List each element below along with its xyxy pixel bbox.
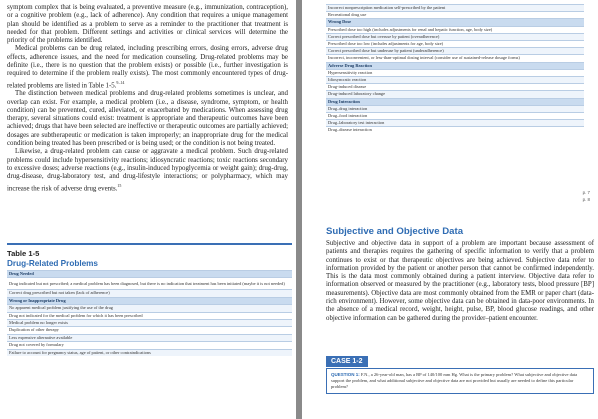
table-row [326,105,584,112]
table-cell: Correct prescribed dose but underuse by patient (underadherence) [326,48,584,55]
table-1-5 [7,243,292,356]
case-box [326,350,594,394]
table-cell: Prescribed dose too high (includes adjustments for renal and hepatic function, age, body size) [326,26,584,33]
table-row [326,84,584,91]
table-cell: Medical problem no longer exists [7,320,292,327]
page-number: p. 8 [582,197,590,202]
drug-problems-table [7,270,292,356]
table-cell: Drug–food interaction [326,113,584,120]
table-cell: Adverse Drug Reaction [326,62,584,69]
table-cell: Drug not covered by formulary [7,342,292,349]
table-row [7,320,292,327]
table-cell: Drug Interaction [326,98,584,105]
table-row [326,113,584,120]
table-cell: Wrong or Inappropriate Drug [7,297,292,304]
table-cell: Idiosyncratic reaction [326,77,584,84]
table-top-rule [7,243,292,245]
table-category-row [7,297,292,304]
table-row [7,312,292,319]
table-category-row [7,271,292,278]
table-cell: Drug-induced disease [326,84,584,91]
table-row [326,127,584,134]
table-title: Drug-Related Problems [7,259,98,268]
table-row [7,278,292,290]
table-row [7,305,292,312]
table-cell: Incorrect, inconvenient, or less-than-optimal dosing interval (consider use of sustained-release dosage forms) [326,55,584,62]
table-row [326,48,584,55]
drug-problems-table-continued [326,4,584,134]
table-cell: Prescribed dose too low (includes adjustments for age, body size) [326,41,584,48]
paragraph: symptom complex that is being evaluated, a preventive measure (e.g., immunization, contraception), or a cognitive problem (e.g., lack of adherence). Any condition that requires a unique management plan should be identified as a problem to serve as a reminder to the practitioner that treatment is needed for that problem. Different settings and activities or clinical services will determine the priority of the problems identified. [7,4,288,45]
table-category-row [326,62,584,69]
table-row [7,290,292,297]
table-cell: No apparent medical problem justifying the use of the drug [7,305,292,312]
table-cell: Incorrect nonprescription medication self-prescribed by the patient [326,5,584,12]
table-row [326,26,584,33]
table-cell: Wrong Dose [326,19,584,26]
right-page [302,0,598,419]
paragraph: Subjective and objective data in support of a problem are important because assessment of patients and therapies requires the gathering of specific information to verify that a problem continues to exist or that therapeutic objectives are being achieved. Subjective data refer to information provided by the patient or another person that cannot be confirmed independently. This is the data most commonly obtained during a patient interview. Objective data refer to information observed or measured by the practitioner (e.g., laboratory tests, blood pressure [BP] measurements). Objective data are most commonly obtained from the EMR or paper chart (data-rich environment). However, some objective data can be obtained in data-poor environments. In the absence of a medical record, weight, height, pulse, BP, blood glucose readings, and other objective information can be gathered during the provider–patient encounter. [326,240,594,322]
table-row [326,77,584,84]
table-cell: Drug-induced laboratory change [326,91,584,98]
table-cell: Drug indicated but not prescribed; a medical problem has been diagnosed, but there is no indication that treatment has been initiated (maybe it is not needed) [7,278,292,290]
table-category-row [326,98,584,105]
table-row [326,12,584,19]
table-cell: Failure to account for pregnancy status, age of patient, or other contraindications [7,349,292,356]
table-row [326,120,584,127]
table-row [7,327,292,334]
paragraph: The distinction between medical problems and drug-related problems sometimes is unclear, and overlap can exist. For example, a medical problem (i.e., a disease, syndrome, symptom, or health condition) can be prevented, cured, alleviated, or exacerbated by medications. When assessing drug therapy, several situations could exist: treatment is appropriate and therapeutic outcomes have been achieved; drugs that have been selected are ineffective or therapeutic outcomes are partially achieved; dosages are subtherapeutic or medication is taken improperly; an inappropriate drug for the medical condition being treated has been prescribed or is being used; or the condition is not being treated. [7,90,288,148]
table-row [326,41,584,48]
table-cell: Drug–disease interaction [326,127,584,134]
table-row [326,33,584,40]
case-question [326,368,594,394]
table-cell: Drug Needed [7,271,292,278]
left-body-text [7,4,288,193]
table-cell: Recreational drug use [326,12,584,19]
table-cell: Correct prescribed dose but overuse by patient (overadherence) [326,33,584,40]
section-heading: Subjective and Objective Data [326,226,464,237]
case-badge: CASE 1-2 [326,356,368,367]
table-row [326,69,584,76]
citation-ref: 9–14 [116,79,125,85]
table-row [7,342,292,349]
table-row [326,5,584,12]
table-cell: Less expensive alternative available [7,334,292,341]
paragraph: Medical problems can be drug related, including prescribing errors, dosing errors, adverse drug effects, adherence issues, and the need for medication counseling. Drug-related problems may be definite (i.e., there is no question that the problem exists) or possible (i.e., further investigation is required to determine if the problem really exists). The most commonly encountered types of drug-related problems are listed in Table 1-5.$^{9-14}$ [7,45,288,89]
citation-ref: 15 [117,182,122,188]
table-category-row [326,19,584,26]
question-text: F.N., a 26-year-old man, has a BP of 140/100 mm Hg. What is the primary problem? What subjective and objective data support the problem, and what additional subjective and objective data are not provided but usually are needed to define this particular problem? [331,372,578,389]
table-cell: Duplication of other therapy [7,327,292,334]
table-cell: Hypersensitivity reaction [326,69,584,76]
table-cell: Correct drug prescribed but not taken (lack of adherence) [7,290,292,297]
section-body [326,240,594,323]
page-number: p. 7 [582,190,590,195]
table-label: Table 1-5 [7,249,40,258]
table-row [7,349,292,356]
table-cell: Drug–drug interaction [326,105,584,112]
table-cell: Drug not indicated for the medical problem for which it has been prescribed [7,312,292,319]
table-row [7,334,292,341]
question-label: QUESTION 1: [331,372,360,377]
paragraph: Likewise, a drug-related problem can cause or aggravate a medical problem. Such drug-related problems could include hypersensitivity reactions; idiosyncratic reactions; toxic reactions secondary to excessive doses; adverse reactions (e.g., insulin-induced hypoglycemia or weight gain); drug-drug, drug-disease, drug-laboratory test, and drug-lifestyle interactions; or polypharmacy, which may increase the risk of adverse drug events.$^{15}$ [7,148,288,192]
table-cell: Drug–laboratory test interaction [326,120,584,127]
table-1-5-continued [326,4,584,134]
table-row [326,55,584,62]
left-page [0,0,296,419]
table-row [326,91,584,98]
